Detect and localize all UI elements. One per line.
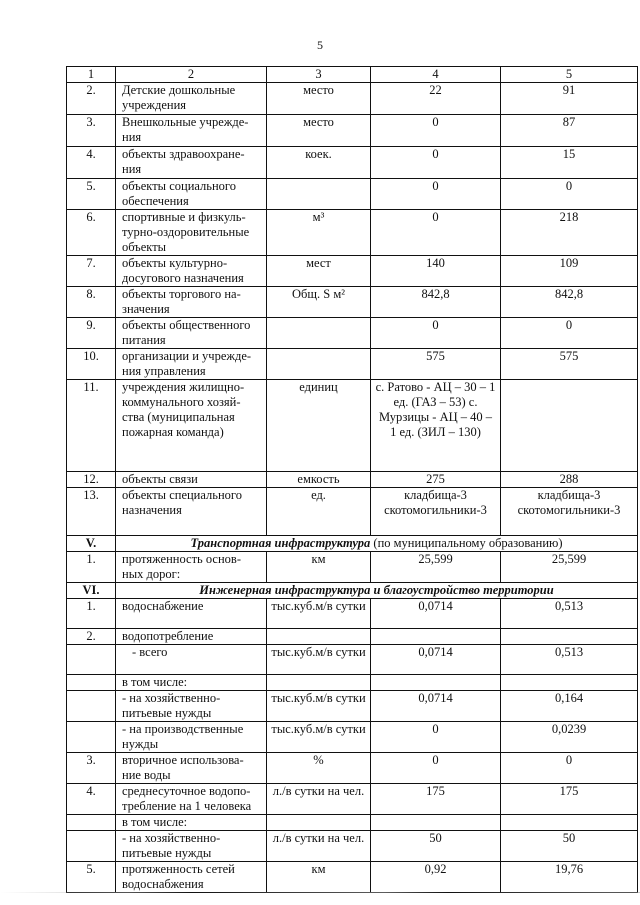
- row-number: 3.: [67, 753, 116, 784]
- row-unit: емкость: [267, 472, 371, 488]
- row-unit: м³: [267, 210, 371, 256]
- row-unit: тыс.куб.м/в сутки: [267, 691, 371, 722]
- row-value-col5: 288: [501, 472, 638, 488]
- row-number: [67, 691, 116, 722]
- table-row: [67, 784, 638, 815]
- row-unit: [267, 318, 371, 349]
- row-value-col5: 0,164: [501, 691, 638, 722]
- row-number: 1.: [67, 599, 116, 629]
- row-value-col5: 19,76: [501, 862, 638, 893]
- row-value-col4: кладбища-3 скотомогильники-3: [371, 488, 501, 536]
- row-value-col4: 0: [371, 318, 501, 349]
- row-value-col5: 0: [501, 318, 638, 349]
- row-number: 5.: [67, 862, 116, 893]
- section-number: VI.: [67, 583, 116, 599]
- row-value-col5: [501, 629, 638, 645]
- table-row: [67, 862, 638, 893]
- row-number: 11.: [67, 380, 116, 472]
- row-name: - всего: [116, 645, 267, 675]
- row-value-col4: 25,599: [371, 552, 501, 583]
- row-value-col4: 22: [371, 83, 501, 115]
- row-unit: ед.: [267, 488, 371, 536]
- table-row: [67, 691, 638, 722]
- row-value-col5: 50: [501, 831, 638, 862]
- row-name: объекты общественного питания: [116, 318, 267, 349]
- table-row: [67, 210, 638, 256]
- row-value-col4: 0: [371, 753, 501, 784]
- row-name: в том числе:: [116, 815, 267, 831]
- section-title-note: (по муниципальному образованию): [373, 536, 563, 550]
- row-value-col4: [371, 815, 501, 831]
- row-number: [67, 645, 116, 675]
- row-value-col5: 575: [501, 349, 638, 380]
- row-value-col4: 0: [371, 722, 501, 753]
- row-value-col4: 0,92: [371, 862, 501, 893]
- row-value-col5: [501, 675, 638, 691]
- table-row: [67, 645, 638, 675]
- row-number: [67, 815, 116, 831]
- row-number: [67, 831, 116, 862]
- row-unit: Общ. S м²: [267, 287, 371, 318]
- row-unit: [267, 629, 371, 645]
- row-unit: мест: [267, 256, 371, 287]
- row-number: 9.: [67, 318, 116, 349]
- table-header-row: [67, 67, 638, 83]
- row-number: 6.: [67, 210, 116, 256]
- table-row: [67, 815, 638, 831]
- column-header: 1: [67, 67, 116, 83]
- section-number: V.: [67, 536, 116, 552]
- table-row: [67, 380, 638, 472]
- table-row: [67, 83, 638, 115]
- row-number: 8.: [67, 287, 116, 318]
- row-name: объекты здравоохране-ния: [116, 147, 267, 179]
- row-name: Детские дошкольные учреждения: [116, 83, 267, 115]
- row-number: [67, 675, 116, 691]
- row-value-col4: 842,8: [371, 287, 501, 318]
- row-value-col4: [371, 629, 501, 645]
- row-value-col5: 25,599: [501, 552, 638, 583]
- row-number: 4.: [67, 147, 116, 179]
- row-unit: л./в сутки на чел.: [267, 784, 371, 815]
- table-row: [67, 753, 638, 784]
- table-row: [67, 629, 638, 645]
- table-row: [67, 599, 638, 629]
- indicators-table: [66, 66, 638, 893]
- row-number: 4.: [67, 784, 116, 815]
- row-value-col4: 575: [371, 349, 501, 380]
- row-name: объекты связи: [116, 472, 267, 488]
- row-unit: [267, 815, 371, 831]
- row-name: спортивные и физкуль-турно-оздоровительные объекты: [116, 210, 267, 256]
- column-header: 4: [371, 67, 501, 83]
- row-name: - на производственные нужды: [116, 722, 267, 753]
- row-name: объекты торгового на-значения: [116, 287, 267, 318]
- row-value-col4: 140: [371, 256, 501, 287]
- table-row: [67, 472, 638, 488]
- row-name: объекты культурно-досугового назначения: [116, 256, 267, 287]
- row-value-col5: 0,0239: [501, 722, 638, 753]
- row-name: Внешкольные учрежде-ния: [116, 115, 267, 147]
- row-value-col5: 15: [501, 147, 638, 179]
- row-value-col4: 50: [371, 831, 501, 862]
- row-unit: место: [267, 115, 371, 147]
- row-value-col4: с. Ратово - АЦ – 30 – 1 ед. (ГАЗ – 53) с. Мурзицы - АЦ – 40 – 1 ед. (ЗИЛ – 130): [371, 380, 501, 472]
- row-value-col5: 91: [501, 83, 638, 115]
- row-number: 13.: [67, 488, 116, 536]
- row-value-col4: 275: [371, 472, 501, 488]
- row-value-col4: [371, 675, 501, 691]
- row-name: протяженность основ-ных дорог:: [116, 552, 267, 583]
- row-name: - на хозяйственно-питьевые нужды: [116, 831, 267, 862]
- row-number: 10.: [67, 349, 116, 380]
- table-row: [67, 349, 638, 380]
- row-unit: тыс.куб.м/в сутки: [267, 722, 371, 753]
- row-unit: тыс.куб.м/в сутки: [267, 645, 371, 675]
- column-header: 3: [267, 67, 371, 83]
- section-title: [116, 536, 638, 552]
- row-number: 7.: [67, 256, 116, 287]
- table-row: [67, 147, 638, 179]
- table-row: [67, 675, 638, 691]
- row-unit: место: [267, 83, 371, 115]
- row-value-col5: 175: [501, 784, 638, 815]
- row-name: - на хозяйственно-питьевые нужды: [116, 691, 267, 722]
- row-number: 2.: [67, 83, 116, 115]
- row-number: 5.: [67, 179, 116, 210]
- scan-edge-line: [0, 892, 640, 893]
- table-row: [67, 722, 638, 753]
- section-heading-row: [67, 583, 638, 599]
- row-number: 12.: [67, 472, 116, 488]
- row-unit: км: [267, 862, 371, 893]
- row-name: в том числе:: [116, 675, 267, 691]
- row-name: протяженность сетей водоснабжения: [116, 862, 267, 893]
- table-row: [67, 287, 638, 318]
- row-value-col4: 0,0714: [371, 599, 501, 629]
- table-row: [67, 831, 638, 862]
- row-value-col4: 0: [371, 115, 501, 147]
- section-title: Инженерная инфраструктура и благоустройство территории: [116, 583, 638, 599]
- row-value-col5: 218: [501, 210, 638, 256]
- row-name: водопотребление: [116, 629, 267, 645]
- row-value-col5: 0,513: [501, 599, 638, 629]
- row-name: организации и учрежде-ния управления: [116, 349, 267, 380]
- row-name: объекты социального обеспечения: [116, 179, 267, 210]
- row-value-col4: 0,0714: [371, 645, 501, 675]
- row-number: 3.: [67, 115, 116, 147]
- row-unit: [267, 179, 371, 210]
- row-value-col5: 0: [501, 179, 638, 210]
- row-name: учреждения жилищно-коммунального хозяй-ства (муниципальная пожарная команда): [116, 380, 267, 472]
- table-row: [67, 488, 638, 536]
- row-unit: коек.: [267, 147, 371, 179]
- row-name: водоснабжение: [116, 599, 267, 629]
- column-header: 2: [116, 67, 267, 83]
- row-value-col4: 0: [371, 210, 501, 256]
- row-value-col5: 109: [501, 256, 638, 287]
- row-value-col5: 0,513: [501, 645, 638, 675]
- row-unit: л./в сутки на чел.: [267, 831, 371, 862]
- row-value-col4: 175: [371, 784, 501, 815]
- row-name: среднесуточное водопо-требление на 1 человека: [116, 784, 267, 815]
- table-row: [67, 552, 638, 583]
- section-title-text: Транспортная инфраструктура: [190, 536, 371, 550]
- row-number: 1.: [67, 552, 116, 583]
- row-unit: единиц: [267, 380, 371, 472]
- row-unit: км: [267, 552, 371, 583]
- row-unit: [267, 675, 371, 691]
- row-unit: тыс.куб.м/в сутки: [267, 599, 371, 629]
- table-row: [67, 256, 638, 287]
- row-value-col5: 0: [501, 753, 638, 784]
- table-row: [67, 115, 638, 147]
- table-row: [67, 179, 638, 210]
- row-number: 2.: [67, 629, 116, 645]
- section-heading-row: [67, 536, 638, 552]
- row-value-col5: кладбища-3 скотомогильники-3: [501, 488, 638, 536]
- row-value-col4: 0: [371, 179, 501, 210]
- column-header: 5: [501, 67, 638, 83]
- row-value-col4: 0: [371, 147, 501, 179]
- row-value-col5: [501, 380, 638, 472]
- page-number: 5: [317, 38, 323, 52]
- table-row: [67, 318, 638, 349]
- row-value-col5: [501, 815, 638, 831]
- row-value-col5: 87: [501, 115, 638, 147]
- row-unit: %: [267, 753, 371, 784]
- row-unit: [267, 349, 371, 380]
- row-name: вторичное использова-ние воды: [116, 753, 267, 784]
- row-name: объекты специального назначения: [116, 488, 267, 536]
- row-value-col5: 842,8: [501, 287, 638, 318]
- row-number: [67, 722, 116, 753]
- row-value-col4: 0,0714: [371, 691, 501, 722]
